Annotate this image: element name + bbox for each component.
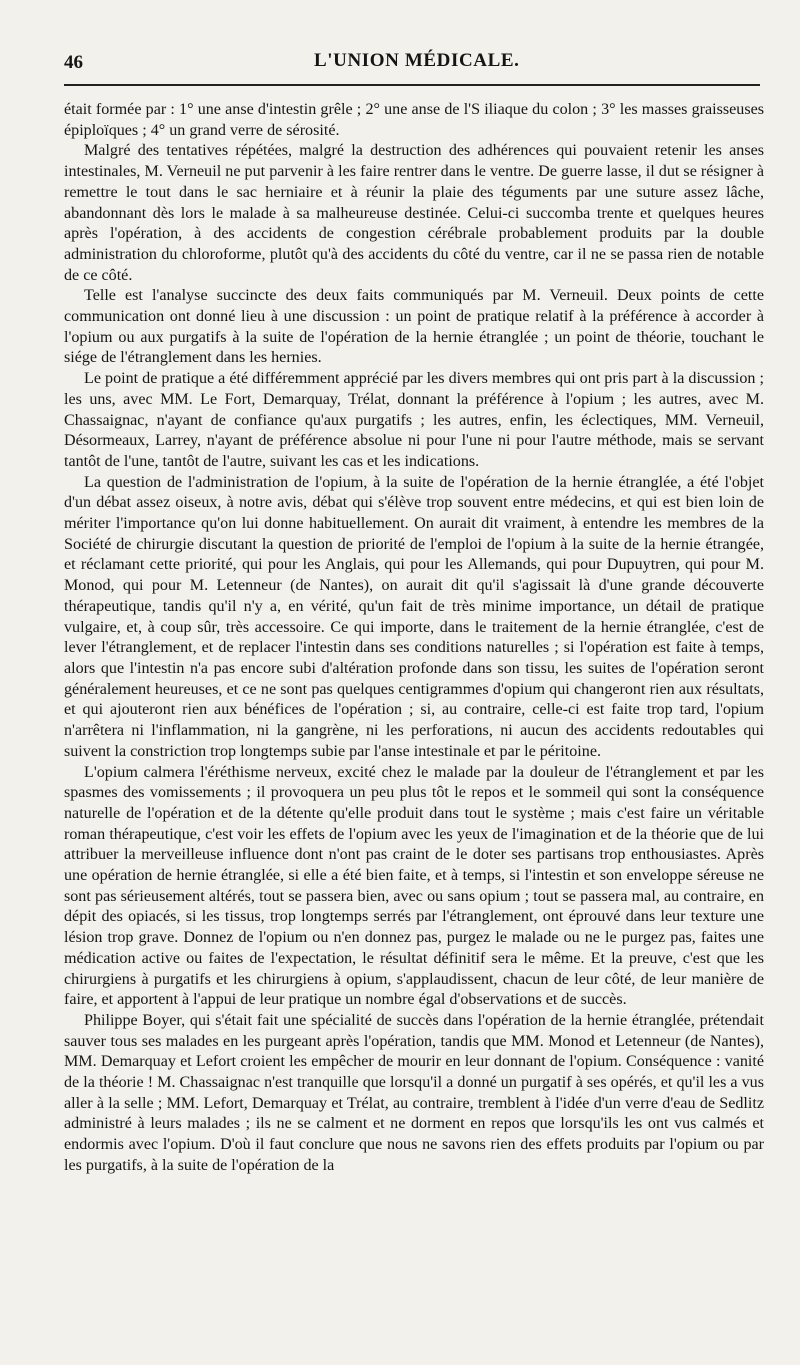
header-rule	[64, 84, 760, 86]
journal-title: L'UNION MÉDICALE.	[314, 50, 520, 71]
page-number: 46	[64, 52, 83, 73]
paragraph: L'opium calmera l'éréthisme nerveux, excité chez le malade par la douleur de l'étranglement et par les spasmes des vomissements ; il provoquera un peu plus tôt le repos et le sommeil qui sont la conséquence naturelle de l'opération et de la détente qu'elle produit dans tout le système ; mais c'est faire un véritable roman thérapeutique, c'est voir les effets de l'opium avec les yeux de l'imagination et de la théorie que de lui attribuer la merveilleuse influence dont n'ont pas craint de le doter ses partisans trop enthousiastes. Après une opération de hernie étranglée, si elle a été bien faite, et à temps, si l'intestin et son enveloppe séreuse ne sont pas sérieusement altérés, tout se passera bien, avec ou sans opium ; tout se passera mal, au contraire, en dépit des opiacés, si les tissus, trop longtemps serrés par l'étranglement, ont éprouvé dans leur texture une lésion trop grave. Donnez de l'opium ou n'en donnez pas, purgez le malade ou ne le purgez pas, faites une médication active ou faites de l'expectation, le résultat définitif sera le même. Et la preuve, c'est que les chirurgiens à purgatifs et les chirurgiens à opium, s'applaudissent, chacun de leur côté, de leur manière de faire, et apportent à l'appui de leur pratique un nombre égal d'observations et de succès.	[64, 763, 764, 1009]
paragraph-continuation: était formée par : 1° une anse d'intestin grêle ; 2° une anse de l'S iliaque du colon ; 3° les masses graisseuses épiploïques ; 4° un grand verre de sérosité.	[64, 101, 764, 139]
body-text	[64, 100, 764, 1177]
paragraph: Malgré des tentatives répétées, malgré la destruction des adhérences qui pouvaient retenir les anses intestinales, M. Verneuil ne put parvenir à les faire rentrer dans le ventre. De guerre lasse, il dut se résigner à remettre le tout dans le sac herniaire et à réunir la plaie des téguments par une suture assez lâche, abandonnant dès lors le malade à sa malheureuse destinée. Celui-ci succomba trente et quelques heures après l'opération, à des accidents de congestion cérébrale probablement produits par la double administration du chloroforme, plutôt qu'à des accidents du côté du ventre, car il ne se passa rien de notable de ce côté.	[64, 142, 764, 284]
paragraph: Telle est l'analyse succincte des deux faits communiqués par M. Verneuil. Deux points de cette communication ont donné lieu à une discussion : un point de pratique relatif à la préférence à accorder à l'opium ou aux purgatifs à la suite de l'opération de la hernie étranglée ; un point de théorie, touchant le siége de l'étranglement dans les hernies.	[64, 287, 764, 367]
paragraph: Philippe Boyer, qui s'était fait une spécialité de succès dans l'opération de la hernie étranglée, prétendait sauver tous ses malades en les purgeant après l'opération, tandis que MM. Monod et Letenneur (de Nantes), MM. Demarquay et Lefort croient les empêcher de mourir en leur donnant de l'opium. Conséquence : vanité de la théorie ! M. Chassaignac n'est tranquille que lorsqu'il a donné un purgatif à ses opérés, et qu'il les a vus aller à la selle ; MM. Lefort, Demarquay et Trélat, au contraire, tremblent à l'idée d'un verre d'eau de Sedlitz administré à leurs malades ; ils ne se calment et ne dorment en repos que lorsqu'ils les ont vus calmés et endormis avec l'opium. D'où il faut conclure que nous ne savons rien des effets produits par l'opium ou par les purgatifs, à la suite de l'opération de la	[64, 1011, 764, 1174]
paragraph: La question de l'administration de l'opium, à la suite de l'opération de la hernie étranglée, a été l'objet d'un débat assez oiseux, à notre avis, débat qui s'élève trop souvent entre médecins, et qui est bien loin de mériter l'importance qu'on lui donne habituellement. On aurait dit vraiment, à entendre les membres de la Société de chirurgie discutant la question de priorité de l'emploi de l'opium à la suite de la hernie étrangée, et réclamant cette priorité, qui pour les Anglais, qui pour les Allemands, qui pour Dupuytren, qui pour M. Monod, qui pour M. Letenneur (de Nantes), on aurait dit qu'il s'agissait là d'une grande découverte thérapeutique, tandis qu'il n'y a, en vérité, qu'un fait de très minime importance, un détail de pratique vulgaire, et, à coup sûr, très accessoire. Ce qui importe, dans le traitement de la hernie étranglée, c'est de lever l'étranglement, et de replacer l'intestin dans ses conditions naturelles ; si l'opération est faite à temps, alors que l'intestin n'a pas encore subi d'altération profonde dans son tissu, les suites de l'opération seront généralement heureuses, et ce ne sont pas quelques centigrammes d'opium qui changeront rien aux résultats, et qui ajouteront rien aux bénéfices de l'opération ; si, au contraire, celle-ci est faite trop tard, l'opium n'arrêtera ni l'inflammation, ni la gangrène, ni les perforations, ni aucun des accidents redoutables qui suivent la constriction trop longtemps subie par l'anse intestinale et par le péritoine.	[64, 473, 764, 760]
paragraph: Le point de pratique a été différemment apprécié par les divers membres qui ont pris part à la discussion ; les uns, avec MM. Le Fort, Demarquay, Trélat, donnant la préférence à l'opium ; les autres, avec M. Chassaignac, n'ayant de confiance qu'aux purgatifs ; les autres, enfin, les éclectiques, MM. Verneuil, Désormeaux, Larrey, n'ayant de préférence absolue ni pour l'une ni pour l'autre méthode, mais se servant tantôt de l'une, tantôt de l'autre, suivant les cas et les indications.	[64, 370, 764, 470]
running-head	[64, 44, 764, 78]
